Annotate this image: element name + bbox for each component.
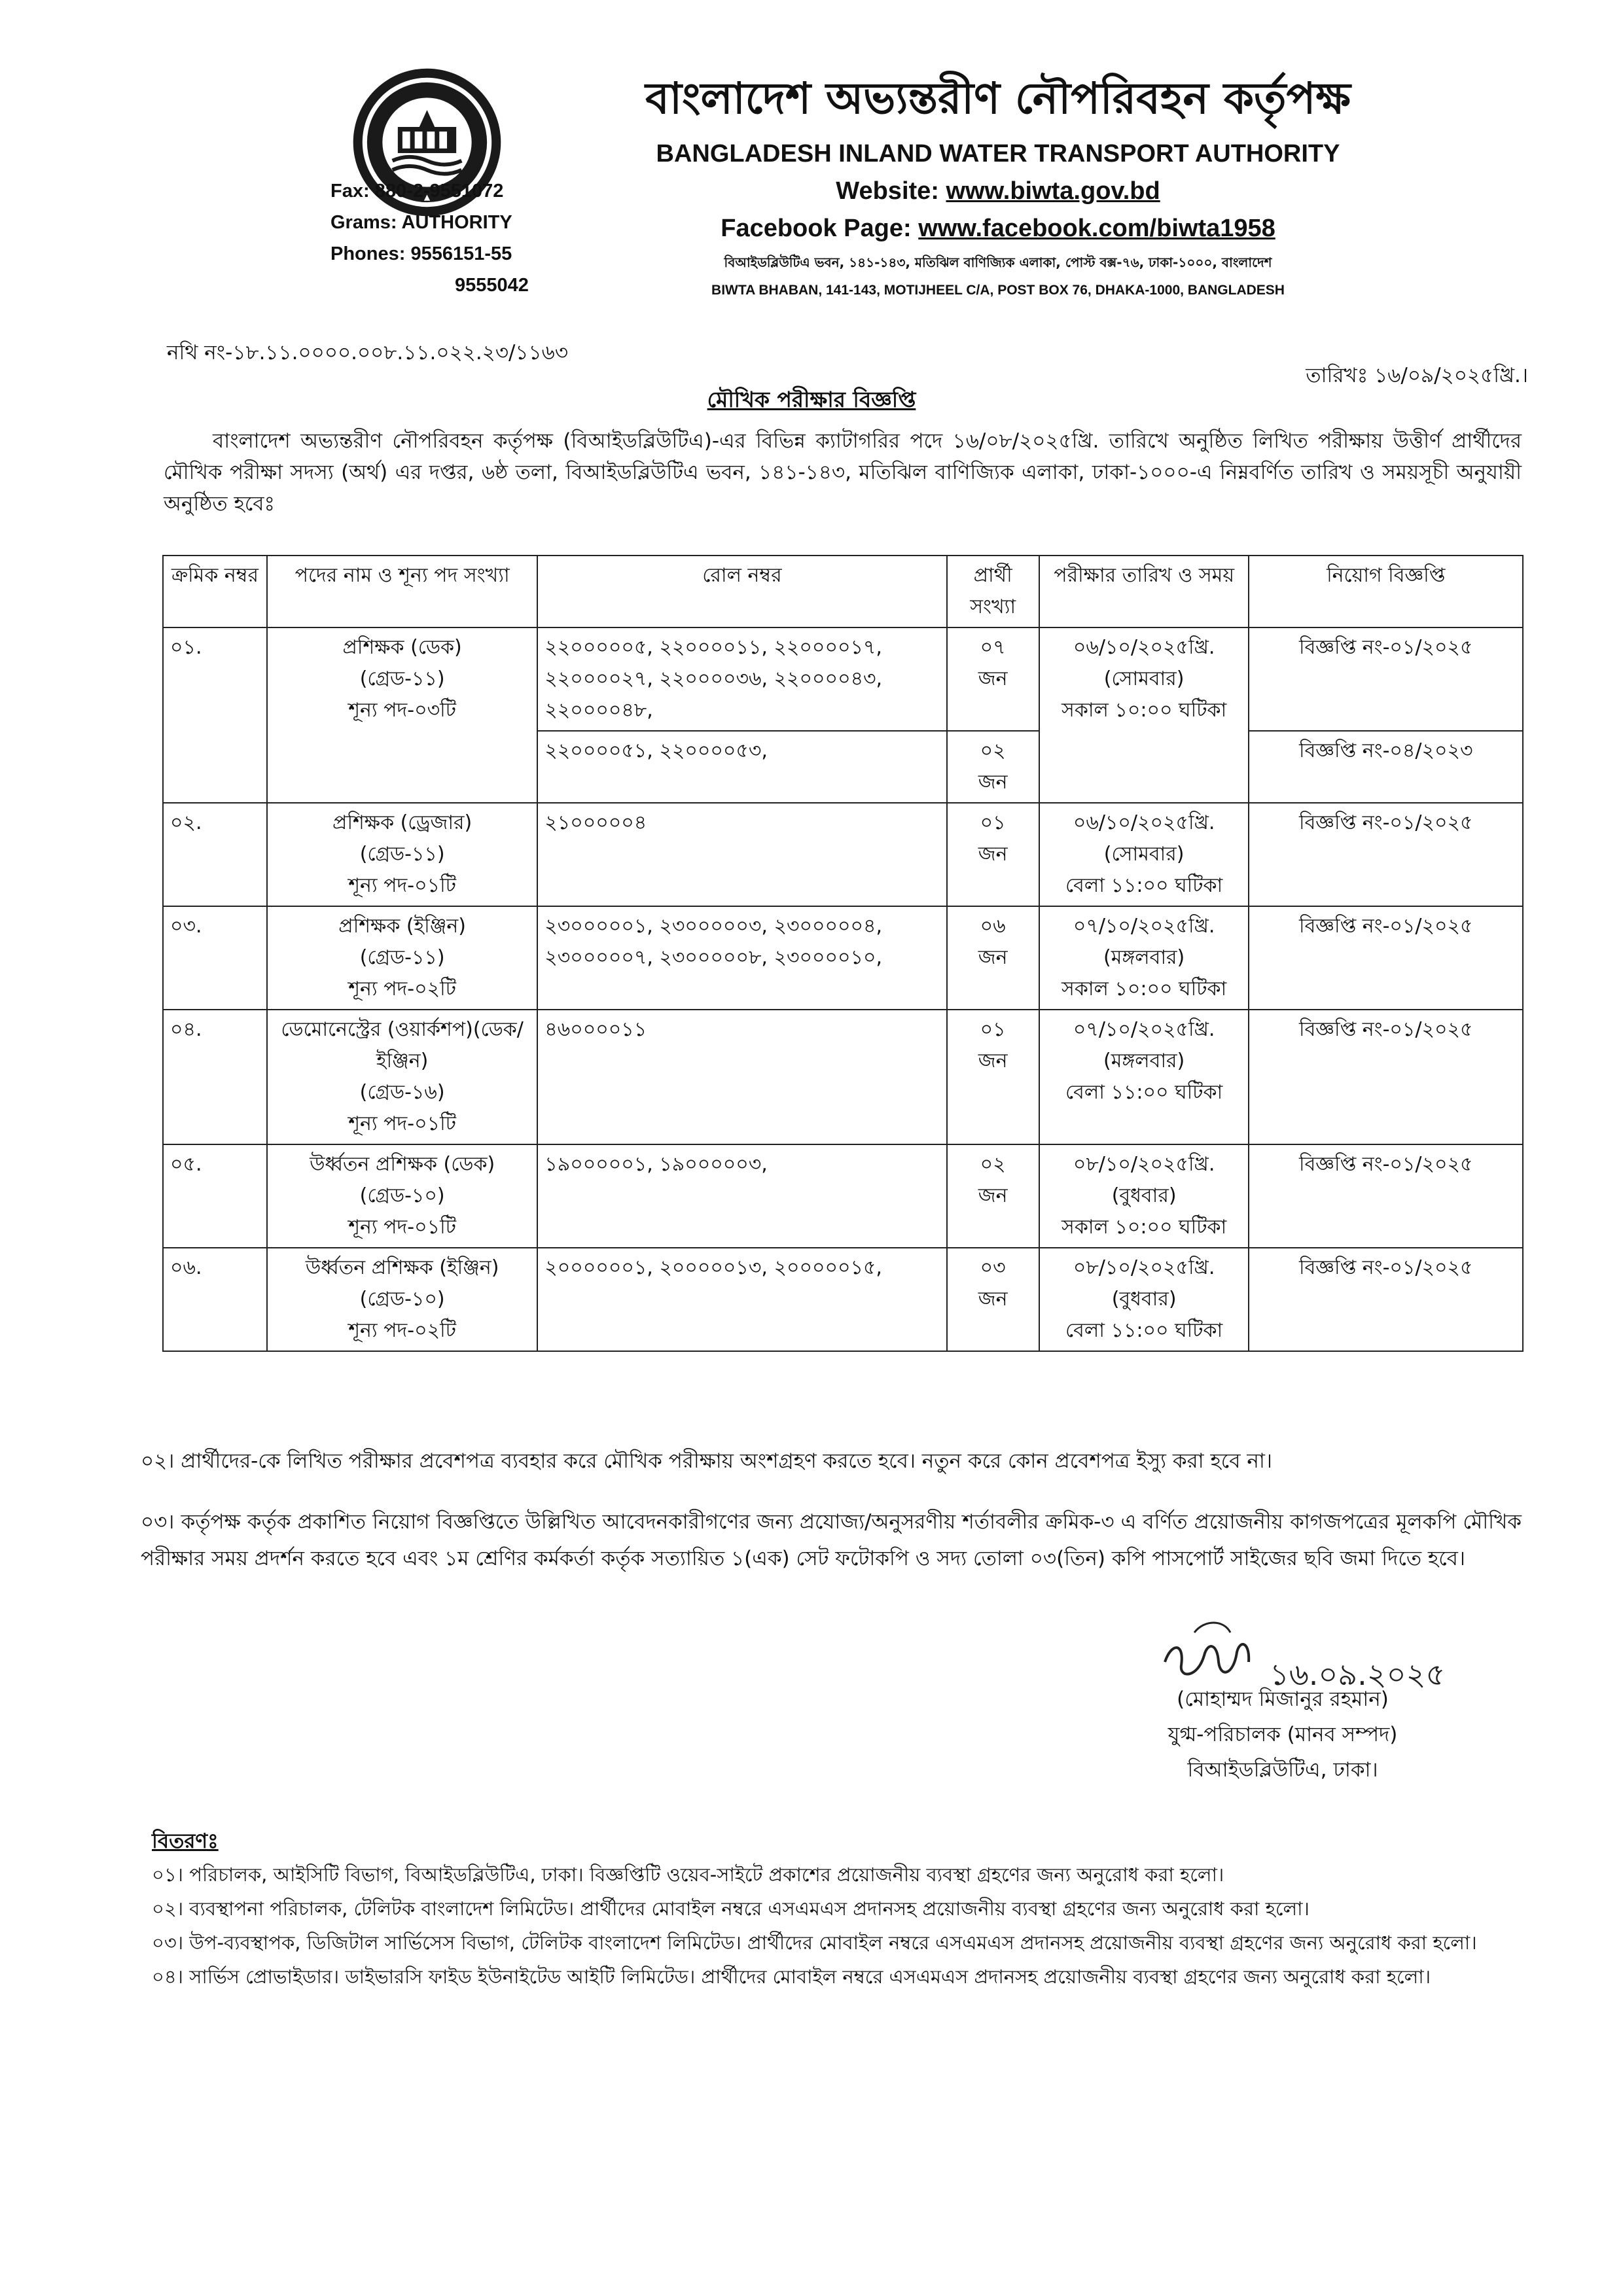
website-line xyxy=(645,177,1351,205)
distribution-title: বিতরণঃ xyxy=(152,1829,219,1853)
cell-count xyxy=(947,803,1039,906)
post-vacancy: শূন্য পদ-০২টি xyxy=(348,1319,457,1342)
post-vacancy: শূন্য পদ-০৩টি xyxy=(348,699,457,722)
post-name: উর্ধ্বতন প্রশিক্ষক (ইঞ্জিন) xyxy=(305,1256,499,1279)
cell-datetime xyxy=(1039,803,1249,906)
exam-day: (বুধবার) xyxy=(1111,1288,1177,1311)
cell-roll: ২০০০০০০১, ২০০০০০১৩, ২০০০০০১৫, xyxy=(537,1248,946,1351)
cell-post xyxy=(267,1144,537,1248)
cell-post xyxy=(267,906,537,1010)
count-number: ০১ xyxy=(980,811,1006,834)
signatory-name: (মোহাম্মদ মিজানুর রহমান) xyxy=(1177,1687,1389,1711)
count-number: ০৩ xyxy=(980,1256,1006,1279)
cell-roll: ২৩০০০০০১, ২৩০০০০০৩, ২৩০০০০০৪, ২৩০০০০০৭, ২৩০০০০০৮, ২৩০০০০১০, xyxy=(537,906,946,1010)
table-row xyxy=(163,1144,1523,1248)
post-vacancy: শূন্য পদ-০১টি xyxy=(348,1216,457,1239)
cell-serial: ০৪. xyxy=(163,1010,267,1144)
interview-schedule-table xyxy=(162,555,1524,1352)
post-name: প্রশিক্ষক (ড্রেজার) xyxy=(332,811,473,834)
distribution-item: ০২। ব্যবস্থাপনা পরিচালক, টেলিটক বাংলাদেশ লিমিটেড। প্রার্থীদের মোবাইল নম্বরে এসএমএস প্রদানসহ প্রয়োজনীয় ব্যবস্থা গ্রহণের জন্য অনুরোধ করা হলো। xyxy=(152,1898,1310,1920)
cell-circular: বিজ্ঞপ্তি নং-০১/২০২৫ xyxy=(1249,803,1523,906)
org-name-bangla: বাংলাদেশ অভ্যন্তরীণ নৌপরিবহন কর্তৃপক্ষ xyxy=(645,73,1351,124)
note-02: ০২। প্রার্থীদের-কে লিখিত পরীক্ষার প্রবেশপত্র ব্যবহার করে মৌখিক পরীক্ষায় অংশগ্রহণ করতে হবে। নতুন করে কোন প্রবেশপত্র ইস্যু করা হবে না। xyxy=(141,1449,1272,1473)
fax-number: Fax: 880-2-9551072 xyxy=(330,181,504,202)
table-row xyxy=(163,1010,1523,1144)
cell-post xyxy=(267,627,537,803)
count-unit: জন xyxy=(978,771,1008,794)
exam-day: (সোমবার) xyxy=(1103,667,1185,690)
exam-day: (মঙ্গলবার) xyxy=(1103,946,1185,969)
header-roll: রোল নম্বর xyxy=(537,556,946,627)
facebook-line xyxy=(645,215,1351,243)
exam-date: ০৭/১০/২০২৫খ্রি. xyxy=(1073,915,1215,938)
post-grade: (গ্রেড-১১) xyxy=(359,667,445,690)
count-number: ০২ xyxy=(980,1153,1006,1176)
header-count: প্রার্থী সংখ্যা xyxy=(947,556,1039,627)
cell-datetime xyxy=(1039,1010,1249,1144)
table-row xyxy=(163,627,1523,731)
cell-roll: ২১০০০০০৪ xyxy=(537,803,946,906)
cell-circular: বিজ্ঞপ্তি নং-০৪/২০২৩ xyxy=(1249,731,1523,803)
letterhead-header xyxy=(645,65,1351,298)
cell-roll: ২২০০০০০৫, ২২০০০০১১, ২২০০০০১৭, ২২০০০০২৭, ২২০০০০৩৬, ২২০০০০৪৩, ২২০০০০৪৮, xyxy=(537,627,946,731)
post-name: প্রশিক্ষক (ডেক) xyxy=(342,636,462,659)
signatory-designation: যুগ্ম-পরিচালক (মানব সম্পদ) xyxy=(1168,1723,1398,1746)
cell-count xyxy=(947,906,1039,1010)
exam-time: বেলা ১১:০০ ঘটিকা xyxy=(1065,1319,1223,1342)
memo-number: নথি নং-১৮.১১.০০০০.০০৮.১১.০২২.২৩/১১৬৩ xyxy=(167,341,568,364)
post-name: প্রশিক্ষক (ইঞ্জিন) xyxy=(338,915,466,938)
cell-circular: বিজ্ঞপ্তি নং-০১/২০২৫ xyxy=(1249,906,1523,1010)
signatory-block xyxy=(1113,1682,1453,1788)
post-vacancy: শূন্য পদ-০১টি xyxy=(348,1112,457,1135)
cell-serial: ০১. xyxy=(163,627,267,803)
table-row xyxy=(163,1248,1523,1351)
table-row xyxy=(163,803,1523,906)
signature-date: ১৬.০৯.২০২৫ xyxy=(1270,1657,1446,1692)
memo-date: তারিখঃ ১৬/০৯/২০২৫খ্রি.। xyxy=(1306,364,1528,387)
exam-date: ০৭/১০/২০২৫খ্রি. xyxy=(1073,1018,1215,1041)
exam-day: (মঙ্গলবার) xyxy=(1103,1050,1185,1072)
distribution-item: ০১। পরিচালক, আইসিটি বিভাগ, বিআইডব্লিউটিএ, ঢাকা। বিজ্ঞপ্তিটি ওয়েব-সাইটে প্রকাশের প্রয়োজনীয় ব্যবস্থা গ্রহণের জন্য অনুরোধ করা হলো। xyxy=(152,1863,1224,1886)
exam-day: (সোমবার) xyxy=(1103,843,1185,866)
count-number: ০২ xyxy=(980,739,1006,762)
post-vacancy: শূন্য পদ-০২টি xyxy=(348,978,457,1000)
exam-time: সকাল ১০:০০ ঘটিকা xyxy=(1061,699,1227,722)
grams: Grams: AUTHORITY xyxy=(330,212,512,233)
cell-circular: বিজ্ঞপ্তি নং-০১/২০২৫ xyxy=(1249,1248,1523,1351)
exam-time: সকাল ১০:০০ ঘটিকা xyxy=(1061,978,1227,1000)
phones: Phones: 9556151-55 xyxy=(330,243,512,264)
cell-roll: ২২০০০০৫১, ২২০০০০৫৩, xyxy=(537,731,946,803)
cell-count xyxy=(947,627,1039,731)
cell-serial: ০৫. xyxy=(163,1144,267,1248)
header-circular: নিয়োগ বিজ্ঞপ্তি xyxy=(1249,556,1523,627)
header-post: পদের নাম ও শূন্য পদ সংখ্যা xyxy=(267,556,537,627)
subject-text: মৌখিক পরীক্ষার বিজ্ঞপ্তি xyxy=(707,387,916,412)
cell-post xyxy=(267,1010,537,1144)
cell-count xyxy=(947,1248,1039,1351)
post-vacancy: শূন্য পদ-০১টি xyxy=(348,874,457,897)
distribution-item: ০৪। সার্ভিস প্রোভাইডার। ডাইভারসি ফাইড ইউনাইটেড আইটি লিমিটেড। প্রার্থীদের মোবাইল নম্বরে এসএমএস প্রদানসহ প্রয়োজনীয় ব্যবস্থা গ্রহণের জন্য অনুরোধ করা হলো। xyxy=(152,1966,1431,1988)
cell-post xyxy=(267,803,537,906)
cell-roll: ৪৬০০০০১১ xyxy=(537,1010,946,1144)
signatory-office: বিআইডব্লিউটিএ, ঢাকা। xyxy=(1187,1758,1378,1782)
cell-post xyxy=(267,1248,537,1351)
facebook-label: Facebook Page: xyxy=(721,215,919,242)
cell-circular: বিজ্ঞপ্তি নং-০১/২০২৫ xyxy=(1249,1144,1523,1248)
count-unit: জন xyxy=(978,1184,1008,1207)
post-name: ডেমোনেস্ট্রের (ওয়ার্কশপ)(ডেক/ইঞ্জিন) xyxy=(281,1018,524,1072)
cell-serial: ০৩. xyxy=(163,906,267,1010)
cell-count xyxy=(947,1144,1039,1248)
table-row xyxy=(163,906,1523,1010)
table-header-row xyxy=(163,556,1523,627)
cell-datetime xyxy=(1039,1144,1249,1248)
post-name: উর্ধ্বতন প্রশিক্ষক (ডেক) xyxy=(310,1153,495,1176)
cell-datetime xyxy=(1039,906,1249,1010)
post-grade: (গ্রেড-১০) xyxy=(359,1288,445,1311)
website-label: Website: xyxy=(836,177,946,205)
count-unit: জন xyxy=(978,1288,1008,1311)
post-grade: (গ্রেড-১০) xyxy=(359,1184,445,1207)
header-serial: ক্রমিক নম্বর xyxy=(163,556,267,627)
exam-date: ০৬/১০/২০২৫খ্রি. xyxy=(1073,636,1215,659)
distribution-item: ০৩। উপ-ব্যবস্থাপক, ডিজিটাল সার্ভিসেস বিভাগ, টেলিটক বাংলাদেশ লিমিটেড। প্রার্থীদের মোবাইল নম্বরে এসএমএস প্রদানসহ প্রয়োজনীয় ব্যবস্থা গ্রহণের জন্য অনুরোধ করা হলো। xyxy=(152,1932,1477,1954)
cell-circular: বিজ্ঞপ্তি নং-০১/২০২৫ xyxy=(1249,1010,1523,1144)
facebook-link[interactable]: www.facebook.com/biwta1958 xyxy=(918,215,1275,242)
count-unit: জন xyxy=(978,843,1008,866)
count-unit: জন xyxy=(978,1050,1008,1072)
post-grade: (গ্রেড-১১) xyxy=(359,946,445,969)
address-bangla: বিআইডব্লিউটিএ ভবন, ১৪১-১৪৩, মতিঝিল বাণিজ্যিক এলাকা, পোস্ট বক্স-৭৬, ঢাকা-১০০০, বাংলাদেশ xyxy=(724,255,1272,270)
cell-count xyxy=(947,731,1039,803)
intro-paragraph: বাংলাদেশ অভ্যন্তরীণ নৌপরিবহন কর্তৃপক্ষ (বিআইডব্লিউটিএ)-এর বিভিন্ন ক্যাটাগরির পদে ১৬/০৮/২০২৫খ্রি. তারিখে অনুষ্ঠিত লিখিত পরীক্ষায় উত্তীর্ণ প্রার্থীদের মৌখিক পরীক্ষা সদস্য (অর্থ) এর দপ্তর, ৬ষ্ঠ তলা, বিআইডব্লিউটিএ ভবন, ১৪১-১৪৩, মতিঝিল বাণিজ্যিক এলাকা, ঢাকা-১০০০-এ নিম্নবর্ণিত তারিখ ও সময়সূচী অনুযায়ী অনুষ্ঠিত হবেঃ xyxy=(164,429,1522,516)
cell-serial: ০২. xyxy=(163,803,267,906)
note-03: ০৩। কর্তৃপক্ষ কর্তৃক প্রকাশিত নিয়োগ বিজ্ঞপ্তিতে উল্লিখিত আবেদনকারীগণের জন্য প্রযোজ্য/অনুসরণীয় শর্তাবলীর ক্রমিক-৩ এ বর্ণিত প্রয়োজনীয় কাগজপত্রের মূলকপি মৌখিক পরীক্ষার সময় প্রদর্শন করতে হবে এবং ১ম শ্রেণির কর্মকর্তা কর্তৃক সত্যায়িত ১(এক) সেট ফটোকপি ও সদ্য তোলা ০৩(তিন) কপি পাসপোর্ট সাইজের ছবি জমা দিতে হবে। xyxy=(141,1510,1522,1570)
cell-circular: বিজ্ঞপ্তি নং-০১/২০২৫ xyxy=(1249,627,1523,731)
exam-date: ০৮/১০/২০২৫খ্রি. xyxy=(1073,1256,1215,1279)
distribution-list xyxy=(152,1858,1520,1994)
exam-date: ০৬/১০/২০২৫খ্রি. xyxy=(1073,811,1215,834)
count-number: ০১ xyxy=(980,1018,1006,1041)
cell-datetime xyxy=(1039,1248,1249,1351)
count-unit: জন xyxy=(978,667,1008,690)
exam-date: ০৮/১০/২০২৫খ্রি. xyxy=(1073,1153,1215,1176)
post-grade: (গ্রেড-১১) xyxy=(359,843,445,866)
count-number: ০৭ xyxy=(980,636,1006,659)
cell-count xyxy=(947,1010,1039,1144)
phones-extra: 9555042 xyxy=(455,275,529,296)
org-name-english: BANGLADESH INLAND WATER TRANSPORT AUTHORITY xyxy=(656,140,1340,168)
subject-line xyxy=(0,383,1623,419)
exam-time: সকাল ১০:০০ ঘটিকা xyxy=(1061,1216,1227,1239)
exam-time: বেলা ১১:০০ ঘটিকা xyxy=(1065,1081,1223,1104)
post-grade: (গ্রেড-১৬) xyxy=(359,1081,445,1104)
cell-roll: ১৯০০০০০১, ১৯০০০০০৩, xyxy=(537,1144,946,1248)
count-number: ০৬ xyxy=(980,915,1006,938)
exam-time: বেলা ১১:০০ ঘটিকা xyxy=(1065,874,1223,897)
contact-info xyxy=(330,175,529,301)
cell-datetime xyxy=(1039,627,1249,803)
exam-day: (বুধবার) xyxy=(1111,1184,1177,1207)
cell-serial: ০৬. xyxy=(163,1248,267,1351)
count-unit: জন xyxy=(978,946,1008,969)
address-english: BIWTA BHABAN, 141-143, MOTIJHEEL C/A, POST BOX 76, DHAKA-1000, BANGLADESH xyxy=(711,283,1285,298)
website-link[interactable]: www.biwta.gov.bd xyxy=(946,177,1160,205)
header-datetime: পরীক্ষার তারিখ ও সময় xyxy=(1039,556,1249,627)
